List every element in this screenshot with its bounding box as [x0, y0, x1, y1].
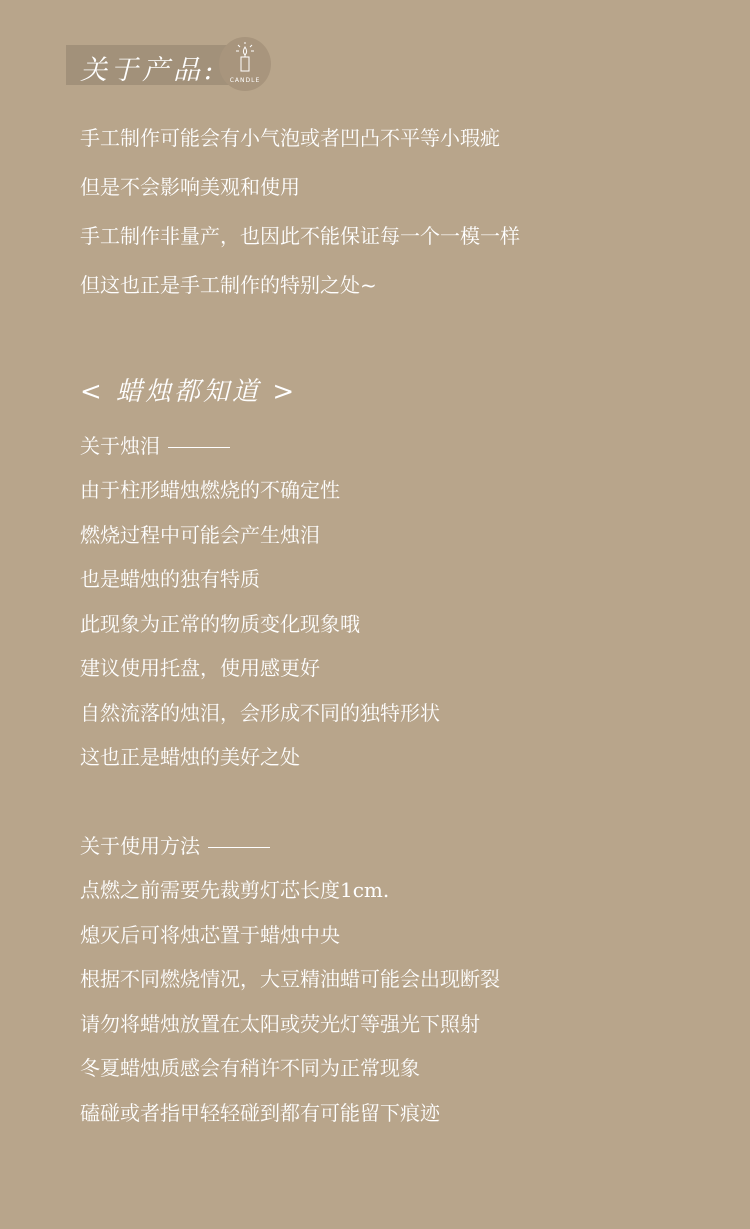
tears-line: 自然流落的烛泪，会形成不同的独特形状	[80, 701, 440, 725]
badge-label: CANDLE	[229, 77, 261, 84]
usage-heading	[80, 834, 270, 858]
usage-line: 请勿将蜡烛放置在太阳或荧光灯等强光下照射	[80, 1012, 480, 1036]
intro-line: 手工制作非量产，也因此不能保证每一个一模一样	[80, 224, 520, 248]
tears-line: 由于柱形蜡烛燃烧的不确定性	[80, 478, 340, 502]
usage-line: 根据不同燃烧情况，大豆精油蜡可能会出现断裂	[80, 967, 500, 991]
intro-line: 但这也正是手工制作的特别之处~	[80, 273, 377, 297]
tears-heading	[80, 434, 230, 458]
candle-badge	[219, 37, 271, 91]
intro-line: 但是不会影响美观和使用	[80, 175, 300, 199]
heading-rule	[168, 447, 230, 448]
usage-line: 熄灭后可将烛芯置于蜡烛中央	[80, 923, 340, 947]
usage-line: 点燃之前需要先裁剪灯芯长度1cm.	[80, 878, 390, 902]
candle-icon	[233, 41, 257, 75]
intro-line: 手工制作可能会有小气泡或者凹凸不平等小瑕疵	[80, 126, 500, 150]
heading-rule	[208, 847, 270, 848]
tears-line: 这也正是蜡烛的美好之处	[80, 745, 300, 769]
section-title: < 蜡烛都知道 >	[80, 377, 298, 407]
usage-line: 冬夏蜡烛质感会有稍许不同为正常现象	[80, 1056, 420, 1080]
usage-heading-label: 关于使用方法	[80, 834, 200, 858]
tears-line: 建议使用托盘，使用感更好	[80, 656, 320, 680]
usage-line: 磕碰或者指甲轻轻碰到都有可能留下痕迹	[80, 1101, 440, 1125]
tears-line: 也是蜡烛的独有特质	[80, 567, 260, 591]
page-title: 关于产品:	[80, 55, 218, 86]
tears-line: 此现象为正常的物质变化现象哦	[80, 612, 360, 636]
tears-heading-label: 关于烛泪	[80, 434, 160, 458]
tears-line: 燃烧过程中可能会产生烛泪	[80, 523, 320, 547]
